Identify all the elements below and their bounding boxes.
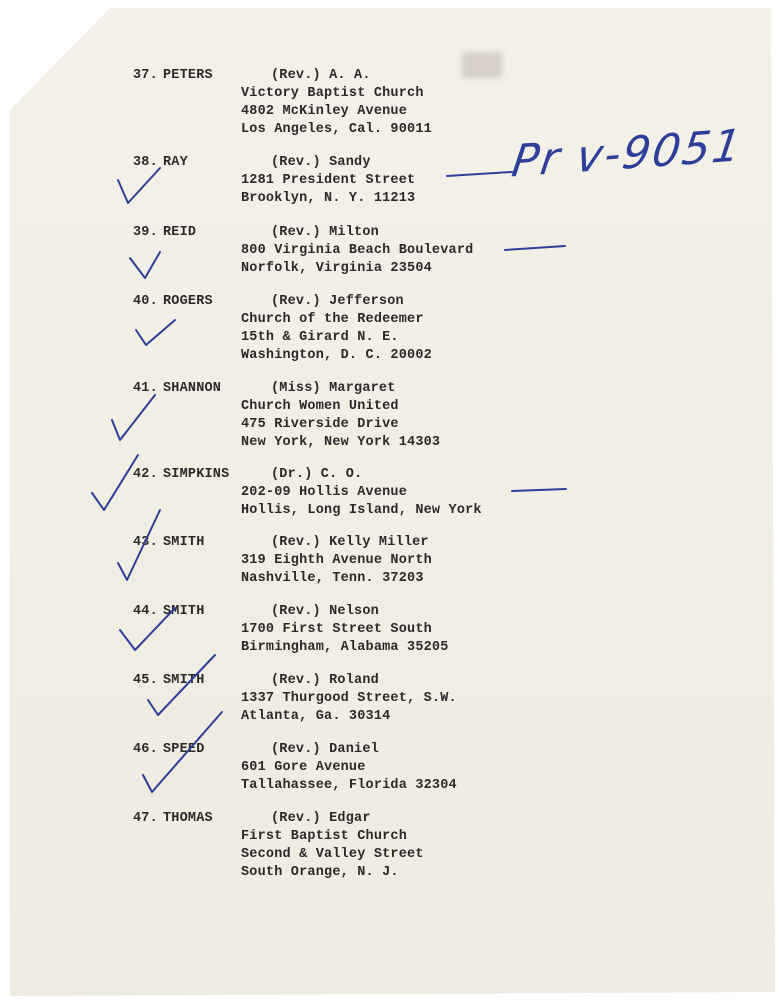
- entry-given-name: (Rev.) Kelly Miller: [271, 535, 429, 550]
- address-line: 1700 First Street South: [241, 622, 432, 637]
- entry-given-name: (Dr.) C. O.: [271, 467, 363, 482]
- entry-given-name: (Rev.) Milton: [271, 225, 379, 240]
- entry-surname: SIMPKINS: [163, 467, 230, 482]
- list-entry-43: [133, 534, 432, 588]
- address-line: 15th & Girard N. E.: [241, 330, 399, 345]
- entry-surname: SMITH: [163, 673, 205, 688]
- entry-number: 37.: [133, 68, 158, 83]
- entry-surname: REID: [163, 225, 197, 240]
- address-line: 800 Virginia Beach Boulevard: [241, 243, 474, 258]
- entry-number: 45.: [133, 673, 158, 688]
- address-line: 4802 McKinley Avenue: [241, 104, 408, 119]
- entry-given-name: (Rev.) Daniel: [271, 742, 379, 757]
- address-line: Birmingham, Alabama 35205: [241, 640, 449, 655]
- list-entry-46: [133, 741, 457, 795]
- address-line: Tallahassee, Florida 32304: [241, 778, 457, 793]
- list-entry-45: [133, 672, 457, 726]
- entry-given-name: (Miss) Margaret: [271, 381, 396, 396]
- list-entry-47: [133, 810, 424, 882]
- entry-number: 39.: [133, 225, 158, 240]
- address-line: 475 Riverside Drive: [241, 417, 399, 432]
- entry-given-name: (Rev.) Roland: [271, 673, 379, 688]
- list-entry-44: [133, 603, 449, 657]
- address-line: 202-09 Hollis Avenue: [241, 485, 408, 500]
- entry-given-name: (Rev.) A. A.: [271, 68, 371, 83]
- address-line: Washington, D. C. 20002: [241, 348, 432, 363]
- list-entry-40: [133, 293, 432, 365]
- address-line: South Orange, N. J.: [241, 865, 399, 880]
- entry-given-name: (Rev.) Jefferson: [271, 294, 404, 309]
- address-line: First Baptist Church: [241, 829, 408, 844]
- entry-surname: ROGERS: [163, 294, 213, 309]
- address-line: 1281 President Street: [241, 173, 416, 188]
- address-line: New York, New York 14303: [241, 435, 441, 450]
- entry-surname: SHANNON: [163, 381, 222, 396]
- entry-surname: SMITH: [163, 535, 205, 550]
- address-line: Brooklyn, N. Y. 11213: [241, 191, 416, 206]
- entry-number: 41.: [133, 381, 158, 396]
- entry-given-name: (Rev.) Nelson: [271, 604, 379, 619]
- entry-given-name: (Rev.) Edgar: [271, 811, 371, 826]
- list-entry-39: [133, 224, 473, 278]
- entry-surname: SMITH: [163, 604, 205, 619]
- list-entry-41: [133, 380, 440, 452]
- list-entry-42: [133, 466, 482, 520]
- address-line: Victory Baptist Church: [241, 86, 424, 101]
- handwritten-reference-note: Pr v-9051: [508, 119, 746, 188]
- address-line: 1337 Thurgood Street, S.W.: [241, 691, 457, 706]
- address-line: Atlanta, Ga. 30314: [241, 709, 391, 724]
- entry-number: 42.: [133, 467, 158, 482]
- entry-number: 44.: [133, 604, 158, 619]
- address-line: Second & Valley Street: [241, 847, 424, 862]
- address-line: Church Women United: [241, 399, 399, 414]
- entry-surname: SPEED: [163, 742, 205, 757]
- entry-number: 38.: [133, 155, 158, 170]
- address-line: 601 Gore Avenue: [241, 760, 366, 775]
- address-line: Los Angeles, Cal. 90011: [241, 122, 432, 137]
- entry-surname: RAY: [163, 155, 188, 170]
- entry-number: 46.: [133, 742, 158, 757]
- address-line: Norfolk, Virginia 23504: [241, 261, 432, 276]
- entry-number: 47.: [133, 811, 158, 826]
- list-entry-37: [133, 67, 432, 139]
- entry-given-name: (Rev.) Sandy: [271, 155, 371, 170]
- address-line: Hollis, Long Island, New York: [241, 503, 482, 518]
- address-line: Church of the Redeemer: [241, 312, 424, 327]
- entry-number: 43.: [133, 535, 158, 550]
- entry-surname: PETERS: [163, 68, 213, 83]
- address-line: 319 Eighth Avenue North: [241, 553, 432, 568]
- entry-number: 40.: [133, 294, 158, 309]
- list-entry-38: [133, 154, 415, 208]
- entry-surname: THOMAS: [163, 811, 213, 826]
- faded-stamp-mark: [462, 52, 502, 78]
- address-line: Nashville, Tenn. 37203: [241, 571, 424, 586]
